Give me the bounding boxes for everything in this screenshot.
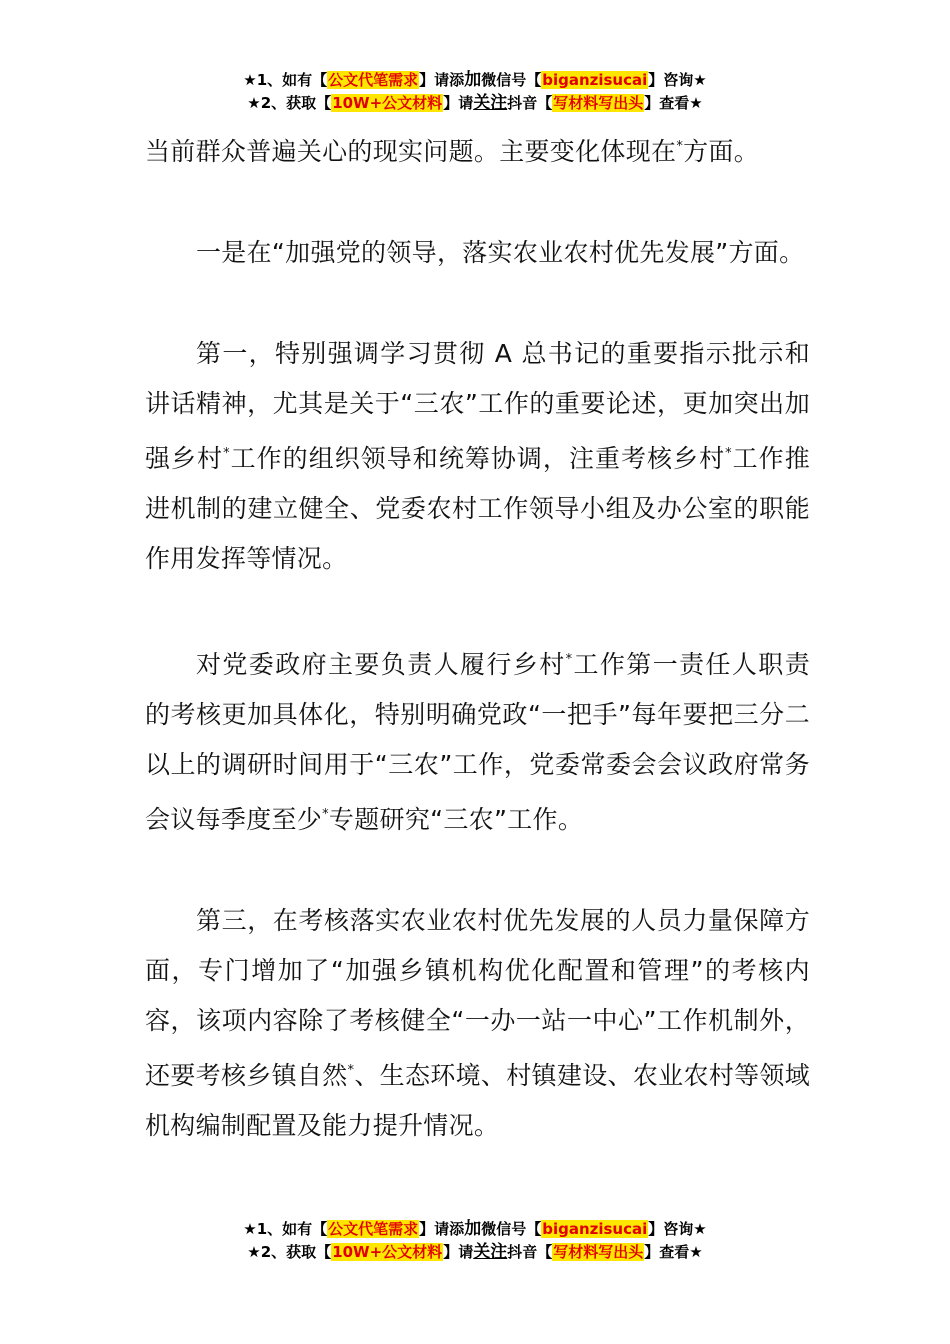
banner-text: 】请添 xyxy=(419,71,465,89)
banner-text: 微信号【 xyxy=(481,71,542,89)
banner-line-2 xyxy=(0,92,950,115)
banner-text: 】请 xyxy=(443,1243,474,1261)
banner-text: 关注 xyxy=(473,1242,508,1262)
omission-mark: * xyxy=(725,446,732,461)
highlight-douyin: 写材料写出头 xyxy=(553,94,644,112)
banner-text: 加 xyxy=(464,1219,482,1239)
document-body xyxy=(145,122,810,1202)
banner-text: 】请 xyxy=(443,94,474,112)
banner-text: 关注 xyxy=(473,93,508,113)
banner-text: ★2、获取【 xyxy=(247,94,332,112)
omission-mark: * xyxy=(223,446,230,461)
footer-banner xyxy=(0,1218,950,1264)
banner-text: 微信号【 xyxy=(481,1220,542,1238)
omission-mark: * xyxy=(676,139,684,154)
omission-mark: * xyxy=(347,1063,355,1078)
header-banner xyxy=(0,69,950,115)
banner-text: 加 xyxy=(464,70,482,90)
banner-line-2 xyxy=(0,1241,950,1264)
highlight-wechat-id: biganzisucai xyxy=(542,71,648,89)
banner-text: 】查看★ xyxy=(644,1243,703,1261)
highlight-douyin: 写材料写出头 xyxy=(553,1243,644,1261)
omission-mark: * xyxy=(322,807,329,822)
banner-text: ★1、如有【 xyxy=(243,1220,328,1238)
highlight-service: 公文代笔需求 xyxy=(328,1220,419,1238)
banner-line-1 xyxy=(0,1218,950,1241)
banner-text: 抖音【 xyxy=(507,94,553,112)
paragraph-1: 一是在“加强党的领导，落实农业农村优先发展”方面。 xyxy=(196,238,805,267)
paragraph-3: 对党委政府主要负责人履行乡村*工作第一责任人职责的考核更加具体化，特别明确党政“一把手”每年要把三分二以上的调研时间用于“三农”工作，党委常委会会议政府常务会议每季度至少*专题研究“三农”工作。 xyxy=(145,650,810,834)
banner-text: 】咨询★ xyxy=(648,71,707,89)
highlight-service: 公文代笔需求 xyxy=(328,71,419,89)
banner-text: 】查看★ xyxy=(644,94,703,112)
paragraph-0: 当前群众普遍关心的现实问题。主要变化体现在*方面。 xyxy=(145,137,760,166)
highlight-wechat-id: biganzisucai xyxy=(542,1220,648,1238)
banner-line-1 xyxy=(0,69,950,92)
paragraph-4: 第三，在考核落实农业农村优先发展的人员力量保障方面，专门增加了“加强乡镇机构优化配置和管理”的考核内容，该项内容除了考核健全“一办一站一中心”工作机制外，还要考核乡镇自然*、生态环境、村镇建设、农业农村等领域机构编制配置及能力提升情况。 xyxy=(145,906,811,1140)
banner-text: 】请添 xyxy=(419,1220,465,1238)
highlight-materials: 10W+公文材料 xyxy=(332,1243,443,1261)
banner-text: 】咨询★ xyxy=(648,1220,707,1238)
banner-text: ★1、如有【 xyxy=(243,71,328,89)
highlight-materials: 10W+公文材料 xyxy=(332,94,443,112)
banner-text: ★2、获取【 xyxy=(247,1243,332,1261)
paragraph-2: 第一，特别强调学习贯彻 A 总书记的重要指示批示和讲话精神，尤其是关于“三农”工作的重要论述，更加突出加强乡村*工作的组织领导和统筹协调，注重考核乡村*工作推进机制的建立健全、党委农村工作领导小组及办公室的职能作用发挥等情况。 xyxy=(145,339,810,573)
banner-text: 抖音【 xyxy=(507,1243,553,1261)
omission-mark: * xyxy=(565,652,573,667)
